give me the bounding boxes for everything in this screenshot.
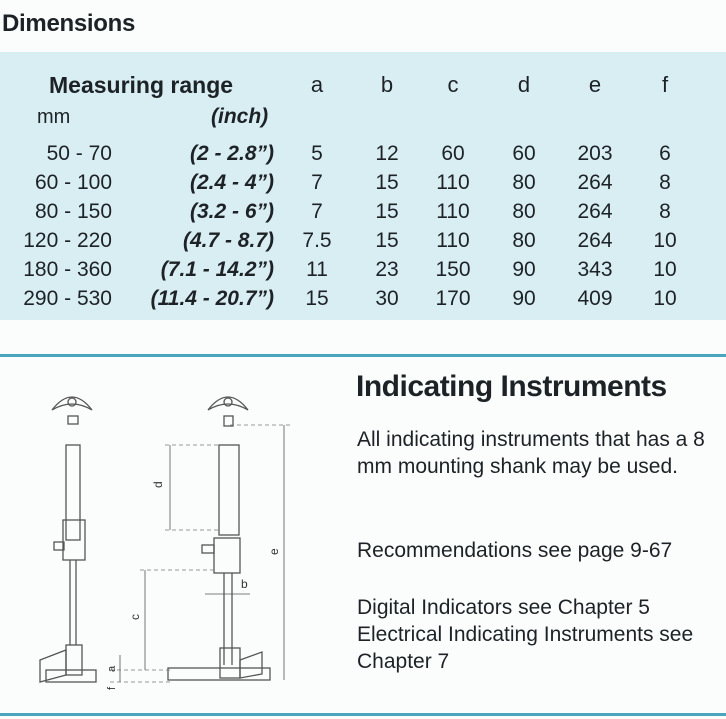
range-mm-cell: 180 - 360 [23, 258, 112, 281]
value-cell-f: 10 [653, 229, 677, 252]
section-divider-bottom [0, 713, 726, 716]
value-cell-a: 7 [311, 200, 323, 223]
section-divider-top [0, 354, 726, 357]
value-cell-c: 110 [436, 171, 470, 194]
range-inch-cell: (7.1 - 14.2”) [160, 258, 274, 281]
col-header-c: c [447, 72, 459, 97]
value-cell-b: 15 [375, 200, 399, 223]
label-e: e [267, 548, 281, 555]
value-cell-b: 15 [375, 229, 399, 252]
value-cell-e: 343 [577, 258, 613, 281]
value-cell-f: 8 [659, 200, 671, 223]
value-cell-f: 8 [659, 171, 671, 194]
value-cell-c: 60 [441, 142, 465, 165]
value-cell-b: 12 [375, 142, 399, 165]
label-b: b [241, 577, 248, 591]
value-cell-d: 80 [512, 229, 536, 252]
range-mm-cell: 60 - 100 [34, 171, 112, 194]
range-inch-cell: (3.2 - 6”) [189, 200, 274, 223]
range-mm-cell: 290 - 530 [23, 287, 112, 310]
label-f: f [106, 686, 118, 690]
header-mm: mm [37, 106, 71, 128]
label-c: c [128, 614, 142, 620]
value-cell-c: 110 [436, 229, 470, 252]
value-cell-d: 80 [512, 171, 536, 194]
value-cell-e: 264 [577, 200, 613, 223]
paragraph-chapters: Digital Indicators see Chapter 5 Electrical Indicating Instruments see Chapter 7 [357, 596, 694, 673]
value-cell-e: 264 [577, 171, 613, 194]
value-cell-f: 10 [653, 287, 677, 310]
range-mm-cell: 50 - 70 [46, 142, 112, 165]
section-heading: Indicating Instruments [356, 370, 667, 403]
value-cell-a: 11 [306, 258, 328, 281]
col-header-d: d [517, 72, 531, 97]
value-cell-c: 110 [436, 200, 470, 223]
value-cell-e: 409 [577, 287, 613, 310]
range-mm-cell: 80 - 150 [34, 200, 112, 223]
range-inch-cell: (2 - 2.8”) [189, 142, 274, 165]
value-cell-a: 15 [305, 287, 329, 310]
paragraph-recommendations: Recommendations see page 9-67 [357, 539, 673, 562]
value-cell-b: 23 [375, 258, 399, 281]
paragraph-instruments: All indicating instruments that has a 8 mm mounting shank may be used. [357, 428, 705, 478]
value-cell-e: 203 [577, 142, 613, 165]
value-cell-e: 264 [577, 229, 613, 252]
col-header-e: e [588, 72, 602, 97]
col-header-a: a [310, 72, 324, 97]
value-cell-c: 150 [435, 258, 471, 281]
col-header-f: f [661, 72, 669, 97]
col-header-b: b [380, 72, 394, 97]
label-a: a [106, 665, 118, 672]
value-cell-d: 80 [512, 200, 536, 223]
instrument-drawing [0, 370, 345, 710]
value-cell-a: 7.5 [302, 229, 332, 252]
value-cell-a: 5 [311, 142, 323, 165]
header-inch: (inch) [211, 105, 269, 128]
dimensions-table [0, 52, 726, 320]
page-title: Dimensions [2, 10, 136, 37]
value-cell-b: 15 [375, 171, 399, 194]
range-inch-cell: (4.7 - 8.7) [182, 229, 274, 252]
value-cell-a: 7 [311, 171, 323, 194]
value-cell-c: 170 [435, 287, 471, 310]
label-d: d [151, 481, 165, 488]
range-mm-cell: 120 - 220 [23, 229, 112, 252]
value-cell-d: 90 [512, 287, 536, 310]
value-cell-d: 60 [512, 142, 536, 165]
value-cell-f: 10 [653, 258, 677, 281]
range-inch-cell: (2.4 - 4”) [189, 171, 274, 194]
value-cell-b: 30 [375, 287, 399, 310]
value-cell-d: 90 [512, 258, 536, 281]
value-cell-f: 6 [659, 142, 671, 165]
header-measuring-range: Measuring range [49, 72, 234, 98]
range-inch-cell: (11.4 - 20.7”) [150, 287, 274, 310]
